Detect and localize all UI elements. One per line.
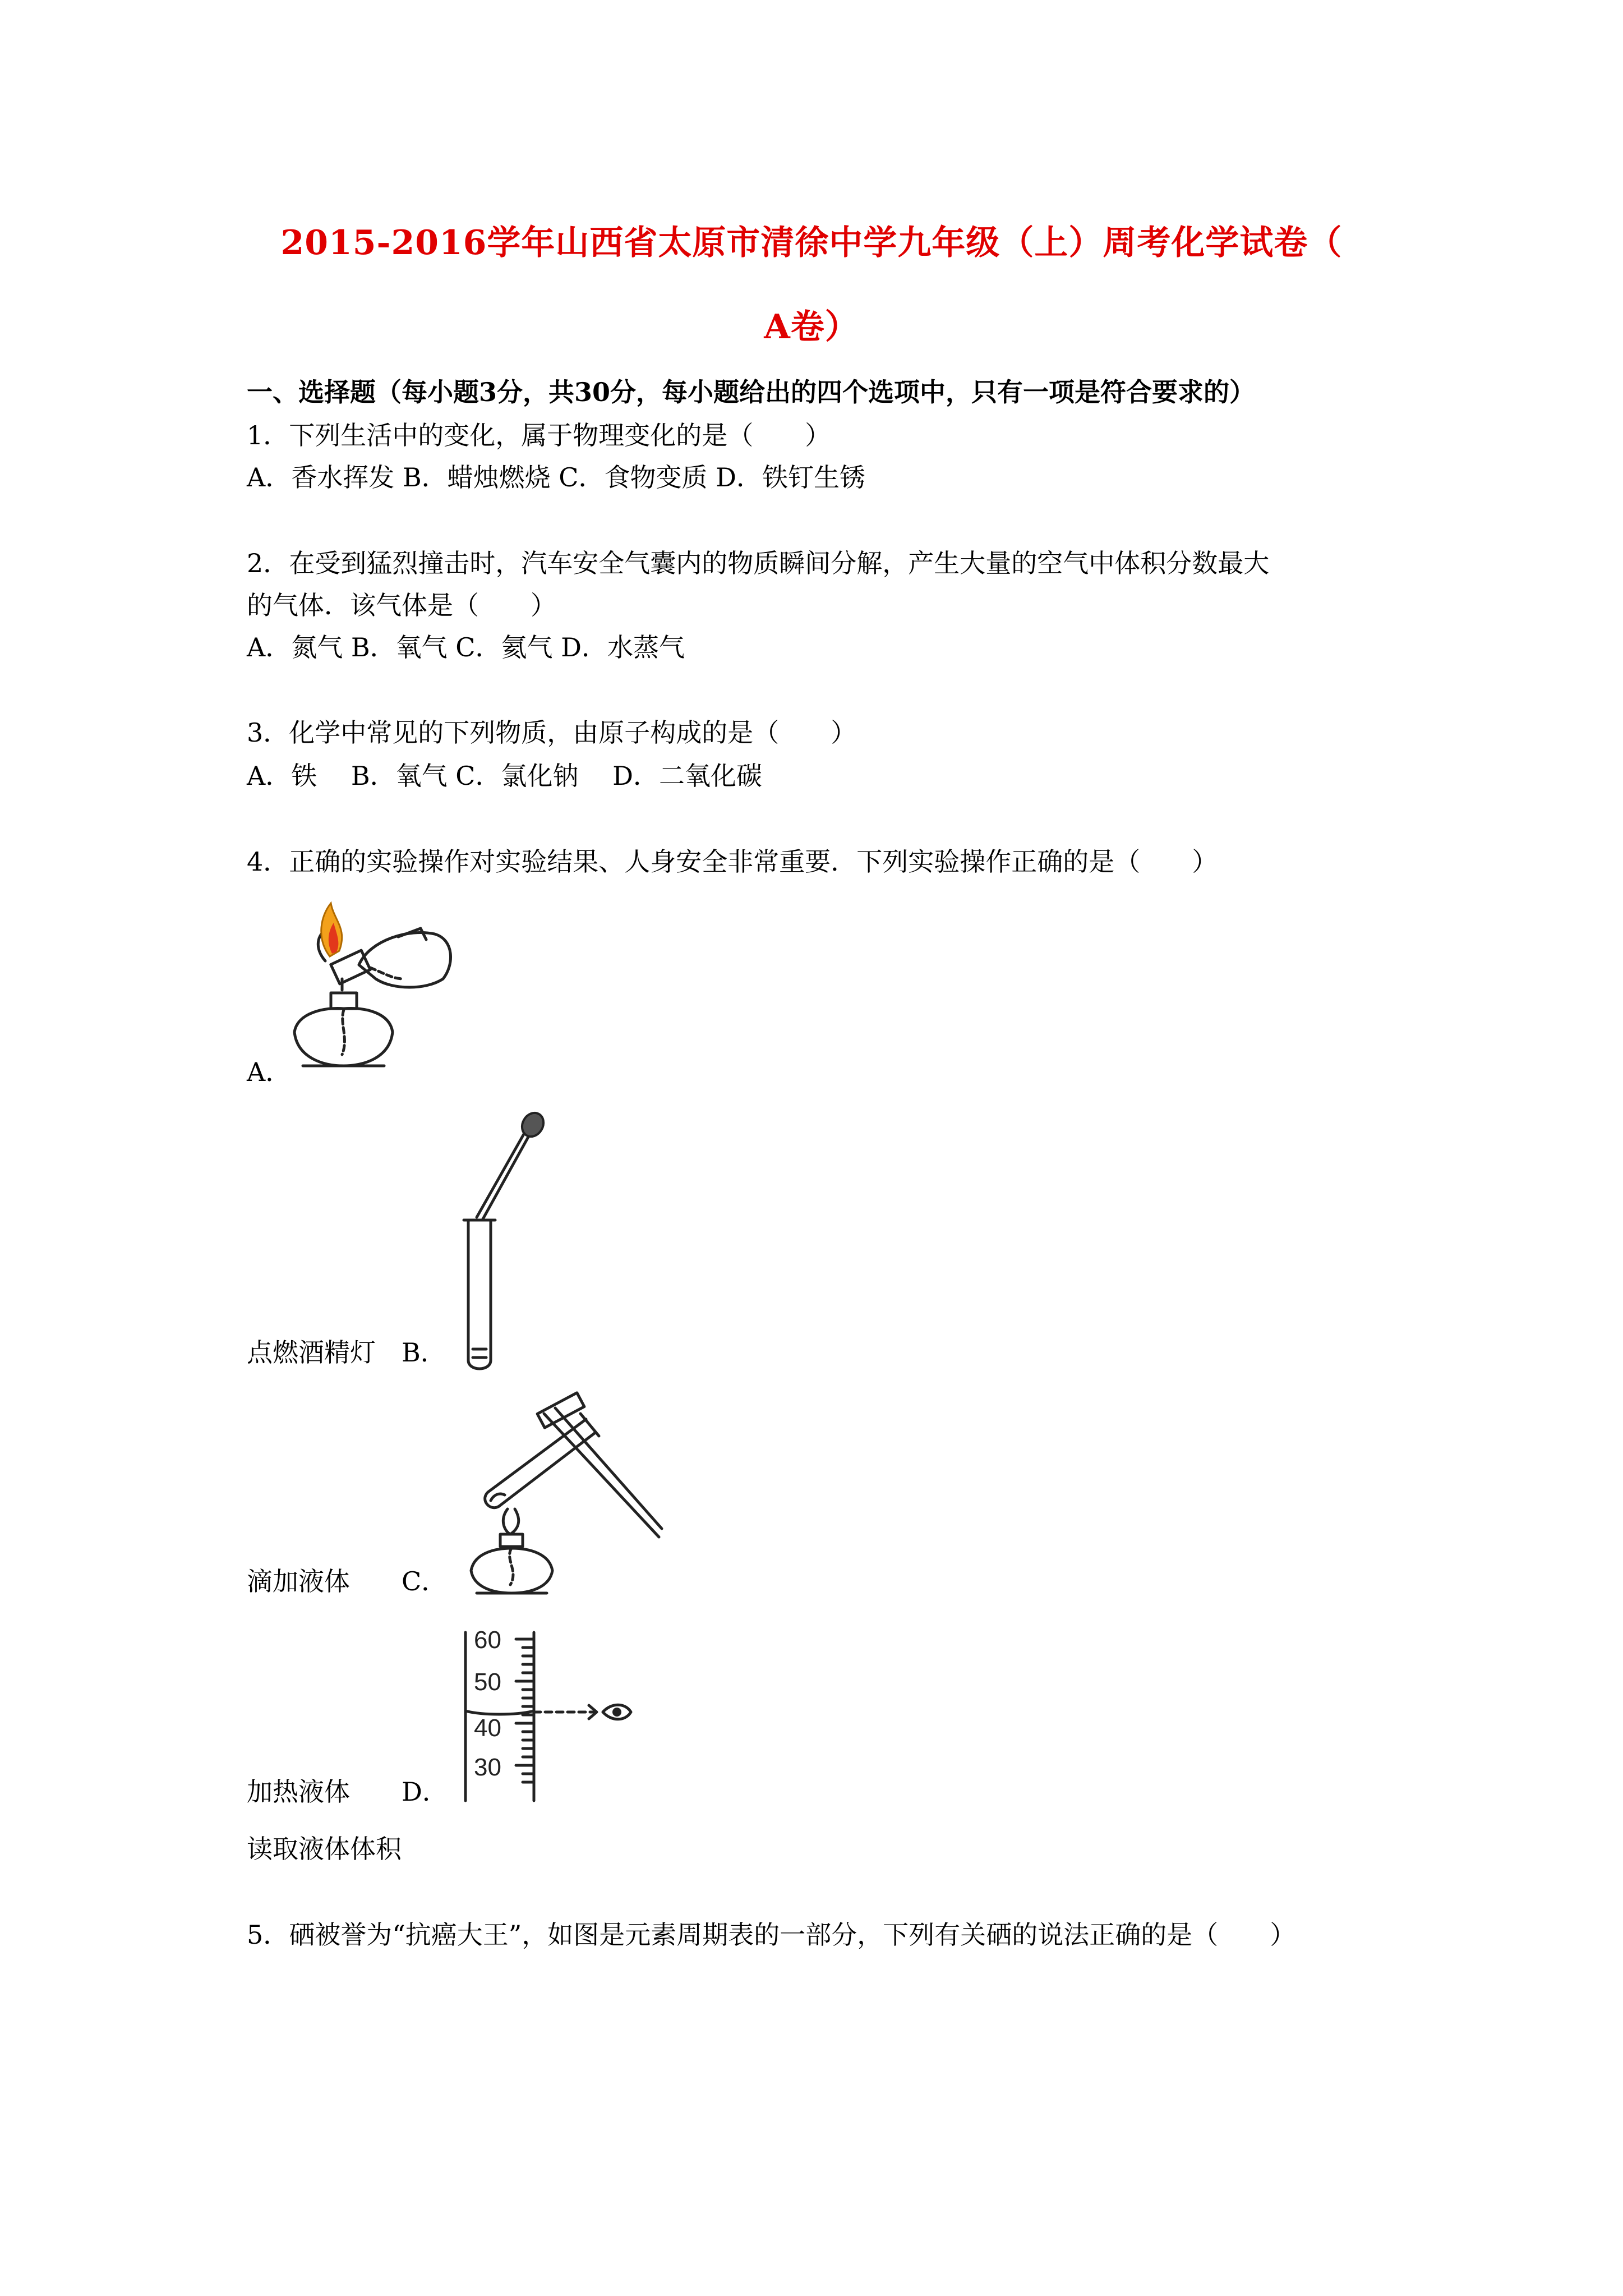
question-4-option-a-label: A． [247, 1057, 292, 1087]
question-4-caption-c-label-d: 加热液体 D． [247, 1777, 448, 1807]
question-3-options: A．铁 B．氧气 C．氯化钠 D．二氧化碳 [247, 761, 762, 791]
exam-title-line2: A卷） [764, 307, 859, 347]
question-4-stem: 4．正确的实验操作对实验结果、人身安全非常重要．下列实验操作正确的是（ ） [247, 846, 1218, 877]
question-4-caption-a-label-b: 点燃酒精灯 B． [247, 1337, 446, 1368]
question-1-stem: 1．下列生活中的变化，属于物理变化的是（ ） [247, 420, 831, 450]
alcohol-lamp-lighting-figure [286, 895, 465, 1080]
question-1-options: A．香水挥发 B．蜡烛燃烧 C．食物变质 D．铁钉生锈 [247, 462, 865, 493]
cylinder-tick-50: 50 [474, 1668, 501, 1696]
section-header: 一、选择题（每小题3分，共30分，每小题给出的四个选项中，只有一项是符合要求的） [247, 377, 1256, 407]
question-5-stem: 5．硒被誉为“抗癌大王”，如图是元素周期表的一部分，下列有关硒的说法正确的是（ ） [247, 1920, 1296, 1950]
question-2-stem-line2: 的气体．该气体是（ ） [247, 590, 556, 620]
cylinder-tick-40: 40 [474, 1714, 501, 1742]
heating-test-tube-figure [465, 1391, 667, 1599]
cylinder-tick-60: 60 [474, 1626, 501, 1654]
cylinder-tick-30: 30 [474, 1754, 501, 1781]
question-3-stem: 3．化学中常见的下列物质，由原子构成的是（ ） [247, 717, 857, 748]
question-4-caption-b-label-c: 滴加液体 C． [247, 1566, 448, 1596]
question-4-caption-d: 读取液体体积 [247, 1834, 402, 1864]
exam-title-line1: 2015-2016学年山西省太原市清徐中学九年级（上）周考化学试卷（ [280, 223, 1343, 263]
dropper-test-tube-figure [457, 1108, 547, 1372]
graduated-cylinder-figure [460, 1627, 645, 1806]
question-2-options: A．氮气 B．氧气 C．氦气 D．水蒸气 [247, 632, 685, 662]
question-2-stem-line1: 2．在受到猛烈撞击时，汽车安全气囊内的物质瞬间分解，产生大量的空气中体积分数最大 [247, 548, 1270, 578]
